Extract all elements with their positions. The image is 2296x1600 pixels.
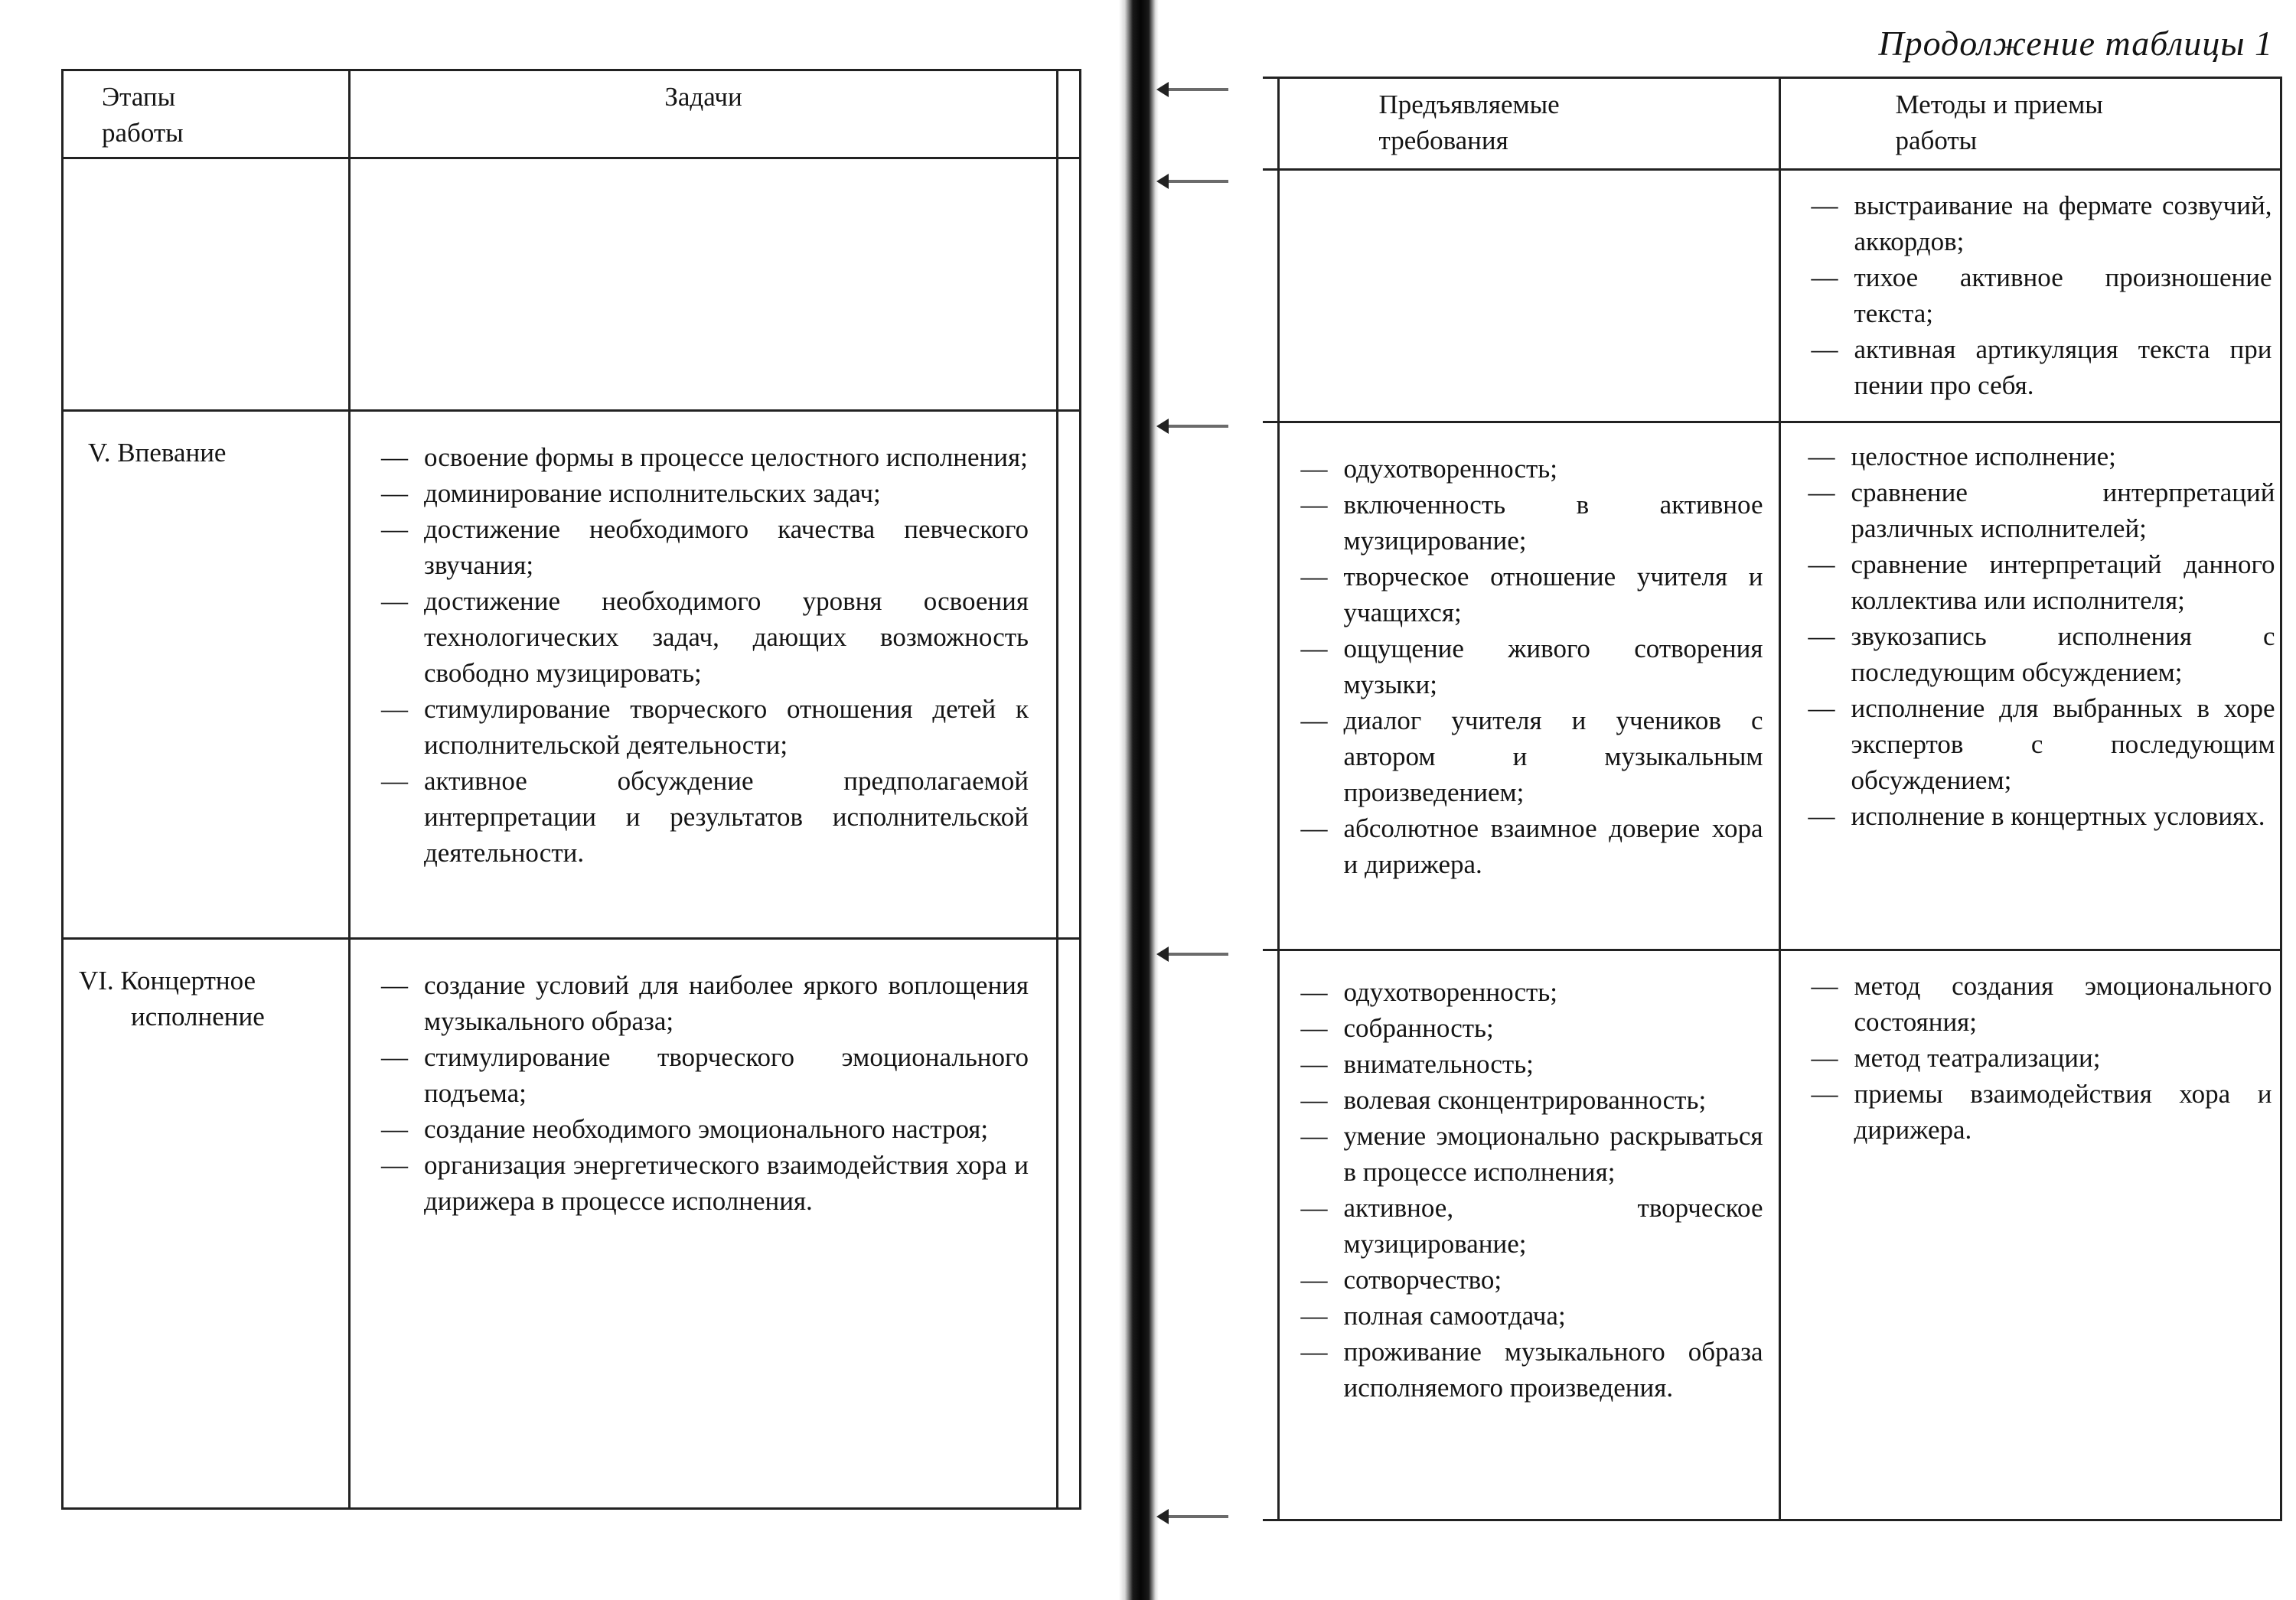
list-item: — метод театрализации; [1812,1040,2272,1076]
stage5-tasks-list [381,439,1029,871]
stage5-methods-cell [1779,422,2281,950]
continuation-blank-cell [1058,158,1081,411]
stage6-label-line1: VI. Концертное [79,966,256,996]
stage6-methods-list [1812,968,2272,1148]
header-tasks: Задачи [350,70,1058,158]
stage6-blank-cell [1058,939,1081,1509]
continuation-tasks-cell [350,158,1058,411]
list-item: — тихое активное произношение текста; [1812,259,2272,331]
header-stages: Этапы работы [63,70,350,158]
continuation-blank-right [1263,170,1278,422]
stage6-requirements-list [1301,974,1763,1406]
continuation-requirements-cell [1278,170,1779,422]
list-item: — активная артикуляция текста при пении про себя. [1812,331,2272,403]
list-item: — умение эмоционально раскрываться в процессе исполнения; [1301,1118,1763,1190]
list-item: — собранность; [1301,1010,1763,1046]
stage6-tasks-list [381,967,1029,1219]
stage6-tasks-cell [350,939,1058,1509]
header-blank [1058,70,1081,158]
list-item: — волевая сконцентрированность; [1301,1082,1763,1118]
list-item: — включенность в активное музицирование; [1301,487,1763,559]
stage6-blank-right [1263,950,1278,1520]
list-item: — приемы взаимодействия хора и дирижера. [1812,1076,2272,1148]
list-item: — активное, творческое музицирование; [1301,1190,1763,1262]
list-item: — сотворчество; [1301,1262,1763,1298]
list-item: — одухотворенность; [1301,974,1763,1010]
list-item: — полная самоотдача; [1301,1298,1763,1334]
list-item: — активное обсуждение предполагаемой интерпретации и результатов исполнительской деятельности. [381,763,1029,871]
header-requirements: Предъявляемые требования [1278,78,1779,170]
stage5-requirements-list [1301,451,1763,882]
list-item: — создание условий для наиболее яркого воплощения музыкального образа; [381,967,1029,1039]
stage5-label-text: V. Впевание [88,438,227,468]
list-item: — стимулирование творческого эмоционального подъема; [381,1039,1029,1111]
list-item: — проживание музыкального образа исполняемого произведения. [1301,1334,1763,1406]
left-page [0,0,1125,1600]
list-item: — одухотворенность; [1301,451,1763,487]
list-item: — выстраивание на фермате созвучий, аккордов; [1812,187,2272,259]
stage6-label [63,939,350,1509]
list-item: — исполнение в концертных условиях. [1808,798,2275,834]
stage5-label [63,411,350,939]
table-left-half [61,69,1081,1510]
stage5-methods-list [1808,438,2275,834]
table-continuation-caption: Продолжение таблицы 1 [1878,24,2273,63]
list-item: — внимательность; [1301,1046,1763,1082]
stage6-label-line2: исполнение [131,1002,265,1031]
list-item: — стимулирование творческого отношения детей к исполнительской деятельности; [381,691,1029,763]
list-item: — целостное исполнение; [1808,438,2275,474]
list-item: — метод создания эмоционального состояния; [1812,968,2272,1040]
stage5-requirements-cell [1278,422,1779,950]
list-item: — абсолютное взаимное доверие хора и дирижера. [1301,810,1763,882]
stage5-tasks-cell [350,411,1058,939]
list-item: — достижение необходимого качества певческого звучания; [381,511,1029,583]
list-item: — освоение формы в процессе целостного исполнения; [381,439,1029,475]
stage6-requirements-cell [1278,950,1779,1520]
header-blank-right [1263,78,1278,170]
continuation-methods-cell [1779,170,2281,422]
list-item: — исполнение для выбранных в хоре экспертов с последующим обсуждением; [1808,690,2275,798]
table-right-half [1263,77,2282,1521]
table-row-continuation [63,158,1081,411]
list-item: — диалог учителя и учеников с автором и музыкальным произведением; [1301,702,1763,810]
list-item: — ощущение живого сотворения музыки; [1301,631,1763,702]
right-page [1148,0,2296,1600]
table-row-stage6 [63,939,1081,1509]
list-item: — достижение необходимого уровня освоения технологических задач, дающих возможность свободно музицировать; [381,583,1029,691]
table-row-stage5 [63,411,1081,939]
list-item: — творческое отношение учителя и учащихся; [1301,559,1763,631]
stage5-blank-cell [1058,411,1081,939]
table-row-continuation [1263,170,2281,422]
header-methods: Методы и приемы работы [1779,78,2281,170]
table-header-row [63,70,1081,158]
table-header-row [1263,78,2281,170]
list-item: — сравнение интерпретаций данного коллектива или исполнителя; [1808,546,2275,618]
list-item: — создание необходимого эмоционального настроя; [381,1111,1029,1147]
stage6-methods-cell [1779,950,2281,1520]
table-row-stage5 [1263,422,2281,950]
table-row-stage6 [1263,950,2281,1520]
continuation-stage-cell [63,158,350,411]
list-item: — звукозапись исполнения с последующим обсуждением; [1808,618,2275,690]
list-item: — организация энергетического взаимодействия хора и дирижера в процессе исполнения. [381,1147,1029,1219]
list-item: — доминирование исполнительских задач; [381,475,1029,511]
continuation-methods-list [1812,187,2272,403]
list-item: — сравнение интерпретаций различных исполнителей; [1808,474,2275,546]
stage5-blank-right [1263,422,1278,950]
